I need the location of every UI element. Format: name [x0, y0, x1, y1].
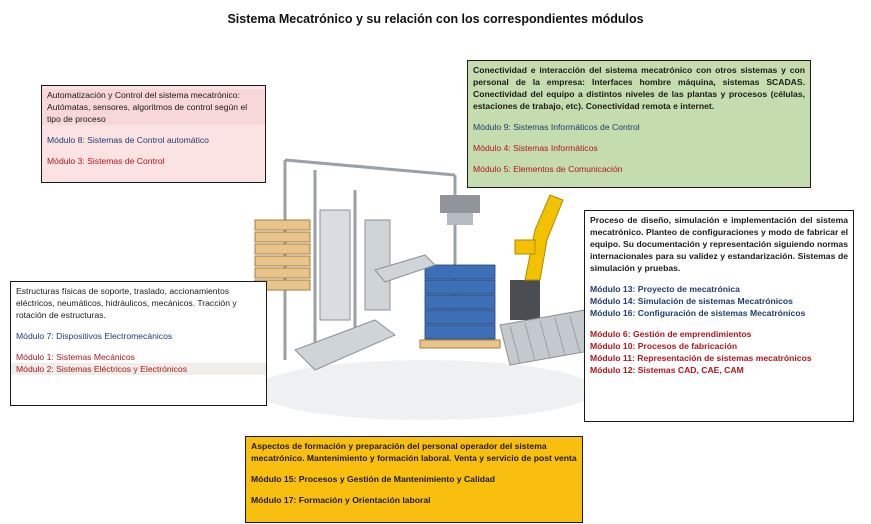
module-9-label: Módulo 9: Sistemas Informáticos de Control — [473, 122, 640, 132]
module-14-label: Módulo 14: Simulación de sistemas Mecatrónicos — [590, 296, 793, 306]
connectivity-description: Conectividad e interacción del sistema mecatrónico con otros sistemas y con personal de la empresa: Interfaces hombre máquina, sistemas SCADAS. Conectividad del equipo a distintos niveles de las plantas y procesos (células, estaciones de trabajo, etc). Conectividad remota e internet. — [473, 65, 805, 111]
module-13-label: Módulo 13: Proyecto de mecatrónica — [590, 284, 740, 294]
page-title: Sistema Mecatrónico y su relación con los correspondientes módulos — [227, 12, 644, 26]
module-2-label: Módulo 2: Sistemas Eléctricos y Electrónicos — [11, 363, 266, 375]
automation-control-box — [41, 85, 266, 183]
palletizing-machine-illustration — [225, 150, 605, 450]
design-description: Proceso de diseño, simulación e implementación del sistema mecatrónico. Planteo de configuraciones y modo de fabricar el equipo. Su documentación y representación siguiendo normas internacionales para su validez y estandarización. Sistemas de simulación y pruebas. — [590, 215, 848, 273]
module-1-label: Módulo 1: Sistemas Mecánicos — [16, 352, 135, 362]
automation-description: Automatización y Control del sistema mecatrónico: Autómatas, sensores, algoritmos de control según el tipo de proceso — [42, 89, 265, 125]
structures-box — [10, 281, 267, 406]
module-12-label: Módulo 12: Sistemas CAD, CAE, CAM — [590, 365, 744, 375]
module-8-label: Módulo 8: Sistemas de Control automático — [47, 135, 209, 145]
module-5-label: Módulo 5: Elementos de Comunicación — [473, 164, 623, 174]
module-6-label: Módulo 6: Gestión de emprendimientos — [590, 329, 752, 339]
module-11-label: Módulo 11: Representación de sistemas mecatrónicos — [590, 353, 812, 363]
module-4-label: Módulo 4: Sistemas Informáticos — [473, 143, 598, 153]
module-16-label: Módulo 16: Configuración de sistemas Mecatrónicos — [590, 308, 806, 318]
training-box — [245, 436, 583, 523]
design-simulation-box — [584, 210, 854, 422]
training-description: Aspectos de formación y preparación del personal operador del sistema mecatrónico. Mantenimiento y formación laboral. Venta y servicio de post venta — [251, 441, 577, 463]
module-10-label: Módulo 10: Procesos de fabricación — [590, 341, 738, 351]
module-17-label: Módulo 17: Formación y Orientación laboral — [251, 495, 431, 505]
module-15-label: Módulo 15: Procesos y Gestión de Mantenimiento y Calidad — [251, 474, 496, 484]
connectivity-box — [467, 60, 811, 188]
module-7-label: Módulo 7: Dispositivos Electromecánicos — [16, 331, 173, 341]
module-3-label: Módulo 3: Sistemas de Control — [47, 156, 165, 166]
structures-description: Estructuras físicas de soporte, traslado, accionamientos eléctricos, neumáticos, hidráulicos, mecánicos. Tracción y rotación de estructuras. — [16, 286, 237, 320]
